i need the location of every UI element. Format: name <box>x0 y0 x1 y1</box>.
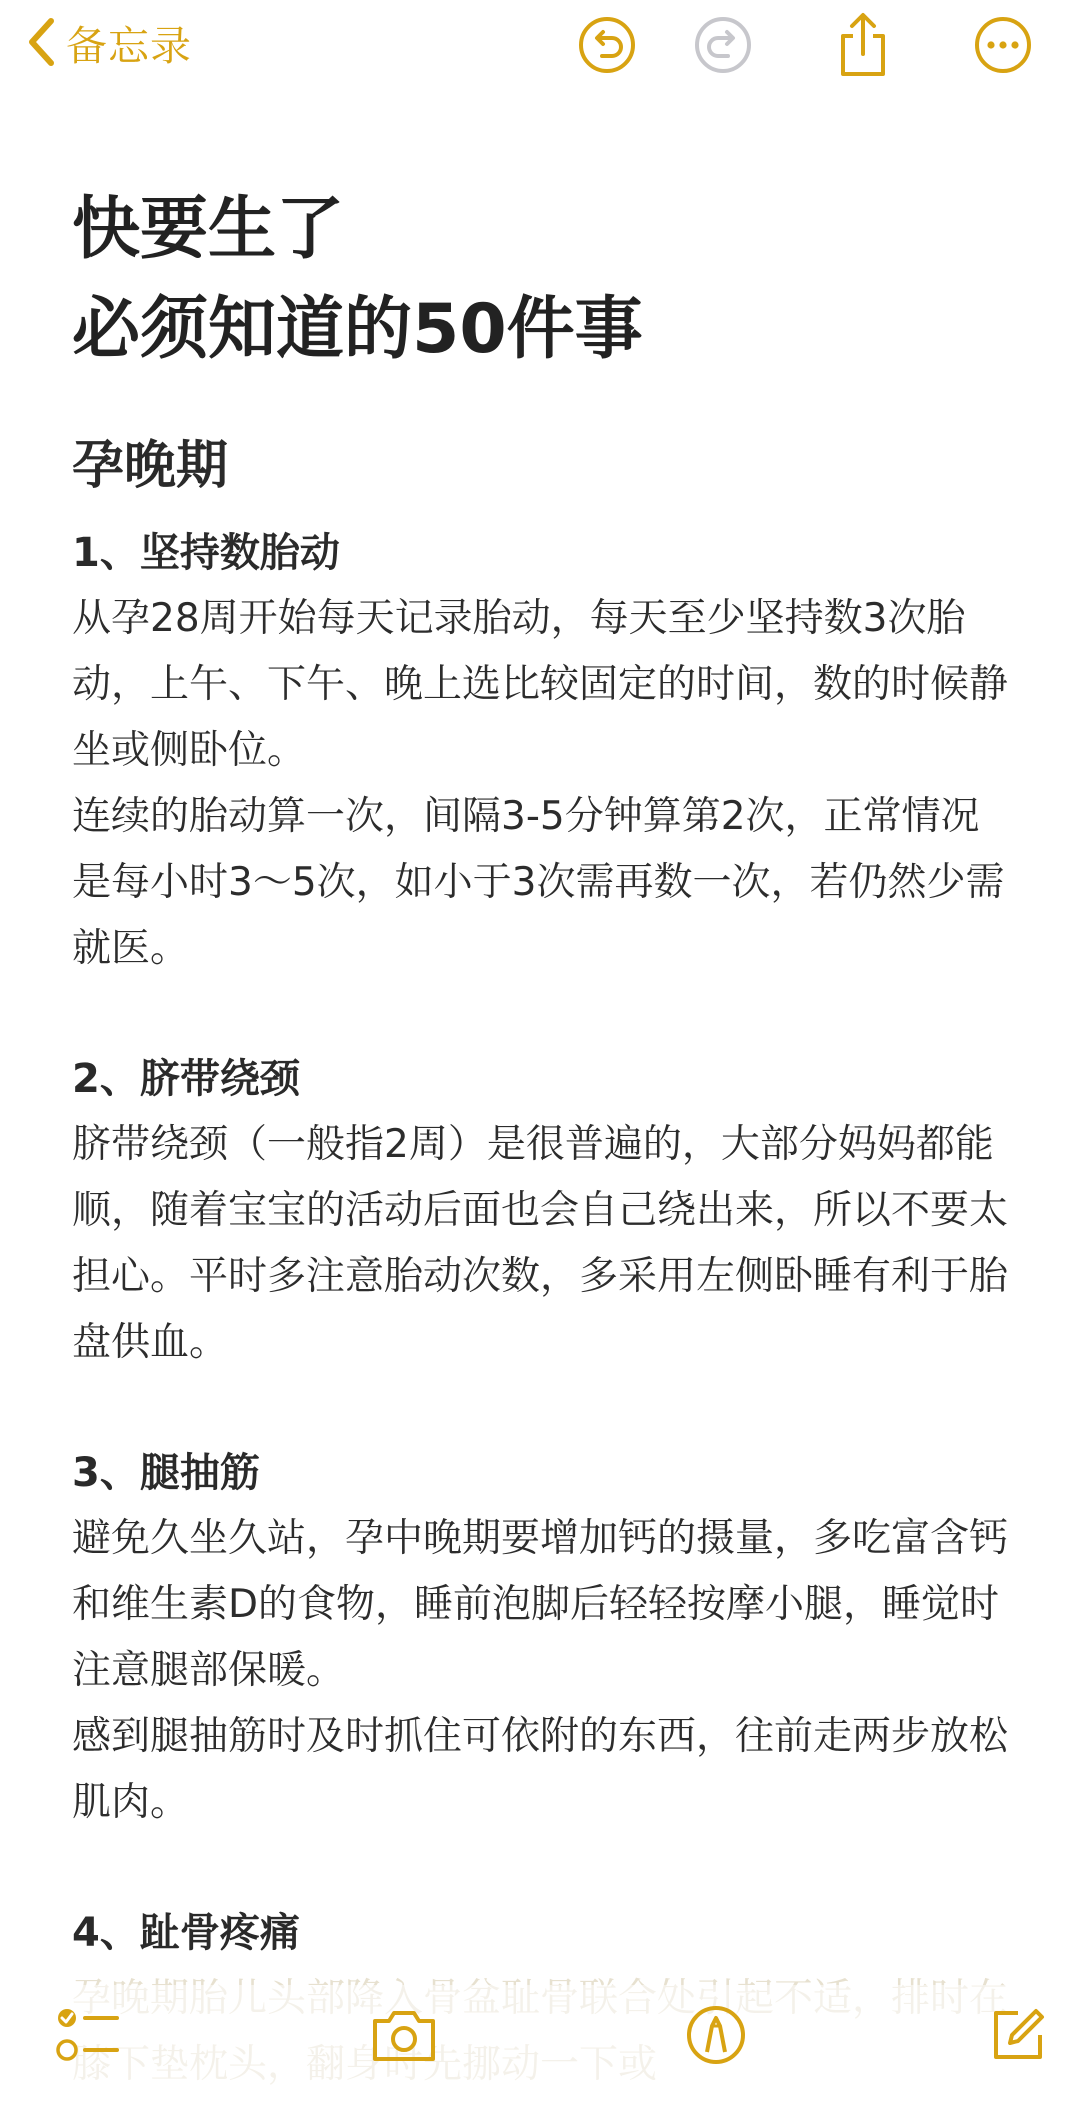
item-paragraph: 避免久坐久站，孕中晚期要增加钙的摄量，多吃富含钙和维生素D的食物，睡前泡脚后轻轻按摩小腿，睡觉时注意腿部保暖。 <box>72 1516 1009 1693</box>
redo-icon <box>694 16 752 74</box>
note-body[interactable] <box>72 180 1012 2098</box>
note-title <box>72 180 1012 380</box>
markup-button[interactable] <box>678 1997 754 2073</box>
item-heading: 2、脐带绕颈 <box>72 1056 300 1102</box>
title-line-1: 快要生了 <box>72 190 345 269</box>
item-paragraph: 脐带绕颈（一般指2周）是很普遍的，大部分妈妈都能顺，随着宝宝的活动后面也会自己绕出来，所以不要太担心。平时多注意胎动次数，多采用左侧卧睡有利于胎盘供血。 <box>72 1122 1009 1365</box>
section-heading: 孕晚期 <box>72 436 229 496</box>
item-heading: 3、腿抽筋 <box>72 1450 260 1496</box>
note-item-2 <box>72 1046 1012 1376</box>
camera-button[interactable] <box>366 1997 442 2073</box>
compose-icon <box>988 2005 1048 2065</box>
undo-button[interactable] <box>574 12 640 78</box>
checklist-icon <box>55 2004 121 2066</box>
share-icon <box>835 12 891 78</box>
item-heading: 4、趾骨疼痛 <box>72 1910 300 1956</box>
back-button[interactable] <box>26 12 192 72</box>
bottom-toolbar <box>0 1985 1080 2107</box>
undo-icon <box>578 16 636 74</box>
chevron-left-icon <box>26 17 56 67</box>
camera-icon <box>369 2007 439 2063</box>
note-item-3 <box>72 1440 1012 1836</box>
share-button[interactable] <box>830 12 896 78</box>
back-label: 备忘录 <box>66 21 192 70</box>
more-button[interactable] <box>970 12 1036 78</box>
compose-button[interactable] <box>980 1997 1056 2073</box>
markup-pen-icon <box>685 2004 747 2066</box>
note-item-1 <box>72 520 1012 982</box>
more-icon <box>974 16 1032 74</box>
checklist-button[interactable] <box>50 1997 126 2073</box>
item-heading: 1、坚持数胎动 <box>72 530 340 576</box>
title-line-2: 必须知道的50件事 <box>72 290 643 369</box>
navigation-bar <box>0 0 1080 92</box>
redo-button[interactable] <box>690 12 756 78</box>
item-paragraph: 感到腿抽筋时及时抓住可依附的东西，往前走两步放松肌肉。 <box>72 1714 1009 1825</box>
item-paragraph: 从孕28周开始每天记录胎动，每天至少坚持数3次胎动，上午、下午、晚上选比较固定的时间，数的时候静坐或侧卧位。 <box>72 596 1009 773</box>
item-paragraph: 连续的胎动算一次，间隔3-5分钟算第2次，正常情况是每小时3～5次，如小于3次需再数一次，若仍然少需就医。 <box>72 794 1005 971</box>
